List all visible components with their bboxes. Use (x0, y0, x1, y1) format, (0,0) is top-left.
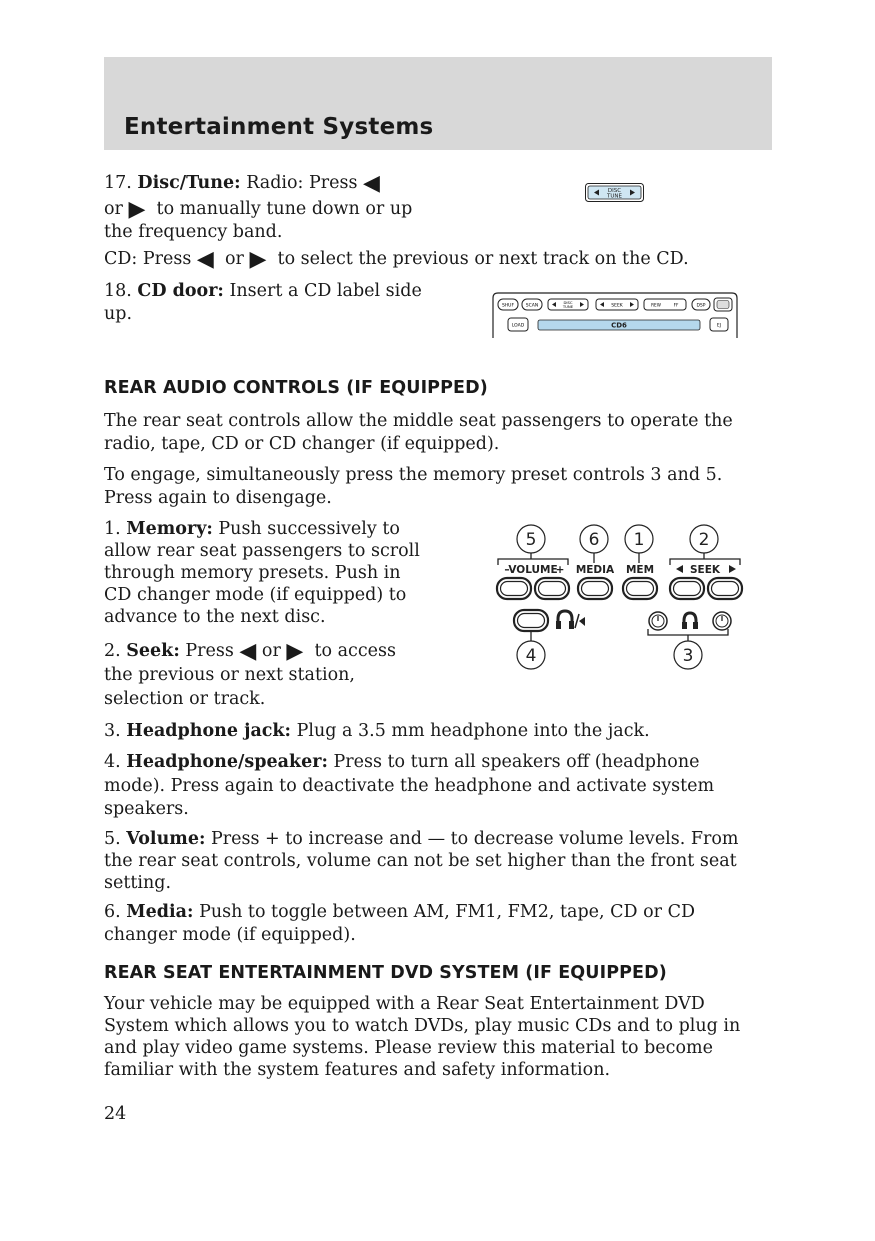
header-band (104, 57, 772, 150)
paragraph-line: The rear seat controls allow the middle seat passengers to operate the (104, 411, 733, 431)
disc-label: DISC (607, 188, 622, 194)
rear-audio-heading: REAR AUDIO CONTROLS (IF EQUIPPED) (104, 378, 488, 398)
item-number: 17. (104, 173, 132, 193)
item-text: Press + to increase and — to decrease volume levels. From (211, 829, 739, 849)
item-term: Disc/Tune: (137, 173, 241, 193)
svg-text:MEDIA: MEDIA (575, 564, 615, 576)
item-number: 5. (104, 829, 121, 849)
item-text: Plug a 3.5 mm headphone into the jack. (296, 721, 650, 741)
item-text: the rear seat controls, volume can not be set higher than the front seat (104, 851, 737, 871)
seek-left-arrow-icon (676, 565, 683, 573)
item-number: 3. (104, 721, 121, 741)
item-text: to manually tune down or up (156, 199, 413, 219)
item-18-cd-door (104, 280, 422, 326)
item-text: Insert a CD label side (229, 281, 422, 301)
item-number: 4. (104, 752, 121, 772)
dvd-heading: REAR SEAT ENTERTAINMENT DVD SYSTEM (IF EQUIPPED) (104, 963, 667, 983)
page-title: Entertainment Systems (124, 114, 434, 140)
seek-right-arrow-icon (729, 565, 736, 573)
paragraph-line: radio, tape, CD or CD changer (if equipped). (104, 434, 500, 454)
svg-text:SCAN: SCAN (525, 303, 539, 309)
item-number: 6. (104, 902, 121, 922)
item-headphone-speaker (104, 751, 714, 822)
svg-text:LOAD: LOAD (511, 323, 525, 329)
left-arrow-icon: ◀ (363, 171, 380, 196)
item-term: Volume: (126, 829, 206, 849)
paragraph-line: Your vehicle may be equipped with a Rear Seat Entertainment DVD (104, 994, 705, 1014)
item-term: Seek: (126, 641, 180, 661)
item-term: Memory: (126, 519, 213, 539)
svg-text:DSP: DSP (696, 303, 706, 309)
item-text: Push successively to (218, 519, 400, 539)
item-text: Radio: Press (246, 173, 358, 193)
item-term: Media: (126, 902, 194, 922)
svg-text:5: 5 (525, 530, 537, 550)
item-text: selection or track. (104, 689, 266, 709)
svg-text:+: + (555, 564, 565, 576)
item-number: 18. (104, 281, 132, 301)
svg-text:4: 4 (525, 646, 537, 666)
item-text: speakers. (104, 799, 189, 819)
item-text: or (261, 641, 281, 661)
item-text: Press to turn all speakers off (headphone (333, 752, 700, 772)
item-text: the previous or next station, (104, 665, 355, 685)
svg-text:DISC: DISC (563, 299, 573, 305)
item-number: 2. (104, 641, 121, 661)
headphone-jack-icon (649, 612, 731, 630)
item-term: CD door: (137, 281, 224, 301)
cd6-logo: CD6 (611, 321, 627, 330)
paragraph-line: System which allows you to watch DVDs, play music CDs and to plug in (104, 1016, 741, 1036)
item-text: setting. (104, 873, 172, 893)
right-arrow-icon: ▶ (128, 197, 146, 222)
cd-panel-illustration (492, 292, 740, 340)
svg-text:FF: FF (673, 302, 679, 308)
tune-label: TUNE (607, 193, 622, 200)
headphone-speaker-icon (556, 611, 585, 629)
item-term: Headphone/speaker: (126, 752, 328, 772)
item-text: to select the previous or next track on the CD. (277, 249, 689, 269)
item-number: 1. (104, 519, 121, 539)
paragraph-line: and play video game systems. Please review this material to become (104, 1038, 713, 1058)
svg-text:EJ: EJ (716, 323, 722, 329)
item-text: mode). Press again to deactivate the headphone and activate system (104, 775, 715, 796)
svg-text:3: 3 (682, 646, 694, 666)
dvd-paragraph (104, 993, 740, 1081)
item-text: through memory presets. Push in (104, 563, 401, 583)
rear-controls-diagram (490, 520, 750, 672)
svg-text:1: 1 (633, 530, 645, 550)
left-arrow-icon: ◀ (239, 639, 257, 664)
paragraph-line: To engage, simultaneously press the memory preset controls 3 and 5. (104, 465, 723, 485)
svg-text:SEEK: SEEK (611, 303, 623, 309)
item-text: Push to toggle between AM, FM1, FM2, tape, CD or CD (199, 902, 696, 922)
svg-text:SHUF: SHUF (501, 303, 515, 309)
right-arrow-icon: ▶ (286, 639, 304, 664)
item-text: Press (185, 641, 234, 661)
svg-text:2: 2 (698, 530, 710, 550)
disc-tune-button-illustration (585, 183, 645, 203)
rear-audio-intro (104, 410, 733, 510)
svg-text:TUNE: TUNE (562, 304, 574, 310)
page-number: 24 (104, 1104, 127, 1124)
paragraph-line: Press again to disengage. (104, 488, 332, 508)
item-text: or (104, 199, 123, 219)
item-text: changer mode (if equipped). (104, 925, 356, 945)
item-headphone-jack (104, 720, 650, 743)
svg-text:SEEK: SEEK (689, 564, 721, 576)
item-text: the frequency band. (104, 222, 283, 242)
item-seek (104, 639, 396, 711)
left-arrow-icon: ◀ (196, 247, 214, 272)
item-term: Headphone jack: (126, 721, 292, 741)
item-media (104, 901, 695, 947)
svg-text:MEM: MEM (625, 564, 655, 576)
item-text: allow rear seat passengers to scroll (104, 541, 420, 561)
right-arrow-icon: ▶ (249, 247, 267, 272)
svg-text:6: 6 (588, 530, 600, 550)
item-text: up. (104, 304, 133, 324)
svg-text:–: – (504, 564, 510, 576)
item-text: to access (314, 641, 396, 661)
svg-text:VOLUME: VOLUME (508, 564, 558, 576)
item-text: advance to the next disc. (104, 607, 326, 627)
item-text: CD: Press (104, 249, 192, 269)
item-volume (104, 828, 739, 894)
item-text: or (224, 249, 244, 269)
item-memory (104, 518, 420, 628)
item-text: CD changer mode (if equipped) to (104, 585, 407, 605)
paragraph-line: familiar with the system features and safety information. (104, 1060, 611, 1080)
svg-text:REW: REW (651, 302, 661, 308)
